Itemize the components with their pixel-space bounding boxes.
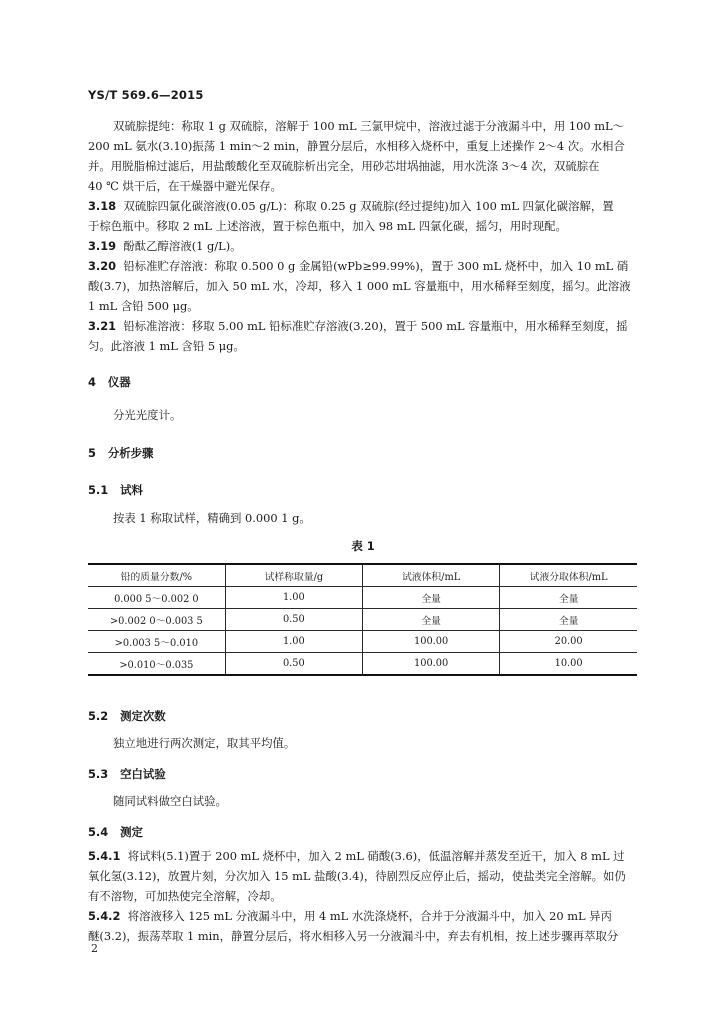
clause-5-4-2 <box>88 906 612 926</box>
table-row <box>88 653 637 676</box>
clause-text: 将试料(5.1)置于 200 mL 烧杯中，加入 2 mL 硝酸(3.6)，低温溶解并蒸发至近干，加入 8 mL 过 <box>127 849 625 863</box>
clause-3-18-line-2: 于棕色瓶中。移取 2 mL 上述溶液，置于棕色瓶中，加入 98 mL 四氯化碳，摇匀，用时现配。 <box>88 219 567 233</box>
section-title: 空白试验 <box>120 767 166 781</box>
table-cell: >0.002 0～0.003 5 <box>88 609 225 631</box>
clause-text: 将溶液移入 125 mL 分液漏斗中，用 4 mL 水洗涤烧杯，合并于分液漏斗中，加入 20 mL 异丙 <box>127 909 612 923</box>
section-title: 测定 <box>120 825 143 839</box>
section-title: 试料 <box>120 483 143 497</box>
clause-text: 酚酞乙醇溶液(1 g/L)。 <box>123 239 242 253</box>
table-row <box>88 587 637 609</box>
table-row <box>88 609 637 631</box>
section-title: 测定次数 <box>120 709 166 723</box>
dithizone-purification-line-1: 双硫腙提纯：称取 1 g 双硫腙，溶解于 100 mL 三氯甲烷中，溶液过滤于分液漏斗中，用 100 mL～ <box>113 119 625 133</box>
clause-3-18 <box>88 196 614 216</box>
table-cell: 1.00 <box>225 587 362 609</box>
section-5-1-text: 按表 1 称取试样，精确到 0.000 1 g。 <box>113 511 311 525</box>
clause-number: 3.18 <box>88 199 117 213</box>
section-number: 5 <box>88 446 96 460</box>
clause-text: 铅标准溶液：移取 5.00 mL 铅标准贮存溶液(3.20)，置于 500 mL 容量瓶中，用水稀释至刻度，摇 <box>123 319 628 333</box>
section-5-2-heading <box>88 706 166 726</box>
table-cell: >0.010～0.035 <box>88 653 225 676</box>
table-cell: 0.50 <box>225 653 362 676</box>
section-5-heading <box>88 443 153 463</box>
table-cell: 全量 <box>363 587 500 609</box>
clause-text: 双硫腙四氯化碳溶液(0.05 g/L)：称取 0.25 g 双硫腙(经过提纯)加入 100 mL 四氯化碳溶解，置 <box>123 199 614 213</box>
section-number: 4 <box>88 375 96 389</box>
table-cell: 0.50 <box>225 609 362 631</box>
table-header-row <box>88 564 637 587</box>
clause-3-20 <box>88 256 628 276</box>
dithizone-purification-line-2: 200 mL 氨水(3.10)振荡 1 min～2 min，静置分层后，水相移入烧杯中，重复上述操作 2～4 次。水相合 <box>88 139 625 153</box>
clause-5-4-2-line-2: 醚(3.2)，振荡萃取 1 min，静置分层后，将水相移入另一分液漏斗中，弃去有机相，按上述步骤再萃取分 <box>88 929 619 943</box>
section-5-2-text: 独立地进行两次测定，取其平均值。 <box>113 736 296 750</box>
table-cell: 全量 <box>500 609 637 631</box>
table-cell: 100.00 <box>363 631 500 653</box>
clause-3-20-line-2: 酸(3.7)，加热溶解后，加入 50 mL 水，冷却，移入 1 000 mL 容量瓶中，用水稀释至刻度，摇匀。此溶液 <box>88 279 631 293</box>
table-header-cell: 试液分取体积/mL <box>500 564 637 587</box>
table-cell: 0.000 5～0.002 0 <box>88 587 225 609</box>
section-5-1-heading <box>88 480 143 500</box>
section-number: 5.1 <box>88 483 109 497</box>
clause-3-19 <box>88 236 242 256</box>
section-5-3-heading <box>88 764 166 784</box>
clause-number: 3.19 <box>88 239 117 253</box>
clause-5-4-1 <box>88 846 625 866</box>
section-5-4-heading <box>88 822 143 842</box>
section-4-text: 分光光度计。 <box>113 408 182 422</box>
page-number: 2 <box>91 942 98 955</box>
table-cell: 全量 <box>363 609 500 631</box>
clause-number: 5.4.1 <box>88 849 121 863</box>
clause-number: 5.4.2 <box>88 909 121 923</box>
clause-3-21-line-2: 匀。此溶液 1 mL 含铅 5 μg。 <box>88 339 245 353</box>
sample-weighing-table <box>88 563 637 676</box>
dithizone-purification-line-3: 并。用脱脂棉过滤后，用盐酸酸化至双硫腙析出完全，用砂芯坩埚抽滤，用水洗涤 3～4 次，双硫腙在 <box>88 159 600 173</box>
clause-text: 铅标准贮存溶液：称取 0.500 0 g 金属铅(wPb≥99.99%)，置于 300 mL 烧杯中，加入 10 mL 硝 <box>123 259 629 273</box>
clause-5-4-1-line-3: 有不溶物，可加热使完全溶解，冷却。 <box>88 889 282 903</box>
clause-3-21 <box>88 316 628 336</box>
section-number: 5.3 <box>88 767 109 781</box>
table-cell: >0.003 5～0.010 <box>88 631 225 653</box>
table-cell: 1.00 <box>225 631 362 653</box>
section-title: 仪器 <box>107 375 131 389</box>
dithizone-purification-line-4: 40 ℃ 烘干后，在干燥器中避光保存。 <box>88 179 282 193</box>
table-cell: 100.00 <box>363 653 500 676</box>
clause-3-20-line-3: 1 mL 含铅 500 μg。 <box>88 299 199 313</box>
table-header-cell: 试样称取量/g <box>225 564 362 587</box>
table-cell: 20.00 <box>500 631 637 653</box>
table-cell: 全量 <box>500 587 637 609</box>
table-caption: 表 1 <box>351 539 375 553</box>
section-5-3-text: 随同试料做空白试验。 <box>113 794 227 808</box>
section-title: 分析步骤 <box>107 446 154 460</box>
table-cell: 10.00 <box>500 653 637 676</box>
table-row <box>88 631 637 653</box>
table-header-cell: 试液体积/mL <box>363 564 500 587</box>
clause-5-4-1-line-2: 氧化氢(3.12)，放置片刻，分次加入 15 mL 盐酸(3.4)，待剧烈反应停止后，摇动，使盐类完全溶解。如仍 <box>88 869 626 883</box>
clause-number: 3.20 <box>88 259 117 273</box>
section-number: 5.2 <box>88 709 109 723</box>
section-number: 5.4 <box>88 825 109 839</box>
clause-number: 3.21 <box>88 319 117 333</box>
standard-code-header: YS/T 569.6—2015 <box>88 88 204 102</box>
section-4-heading <box>88 372 131 392</box>
table-header-cell: 铅的质量分数/% <box>88 564 225 587</box>
